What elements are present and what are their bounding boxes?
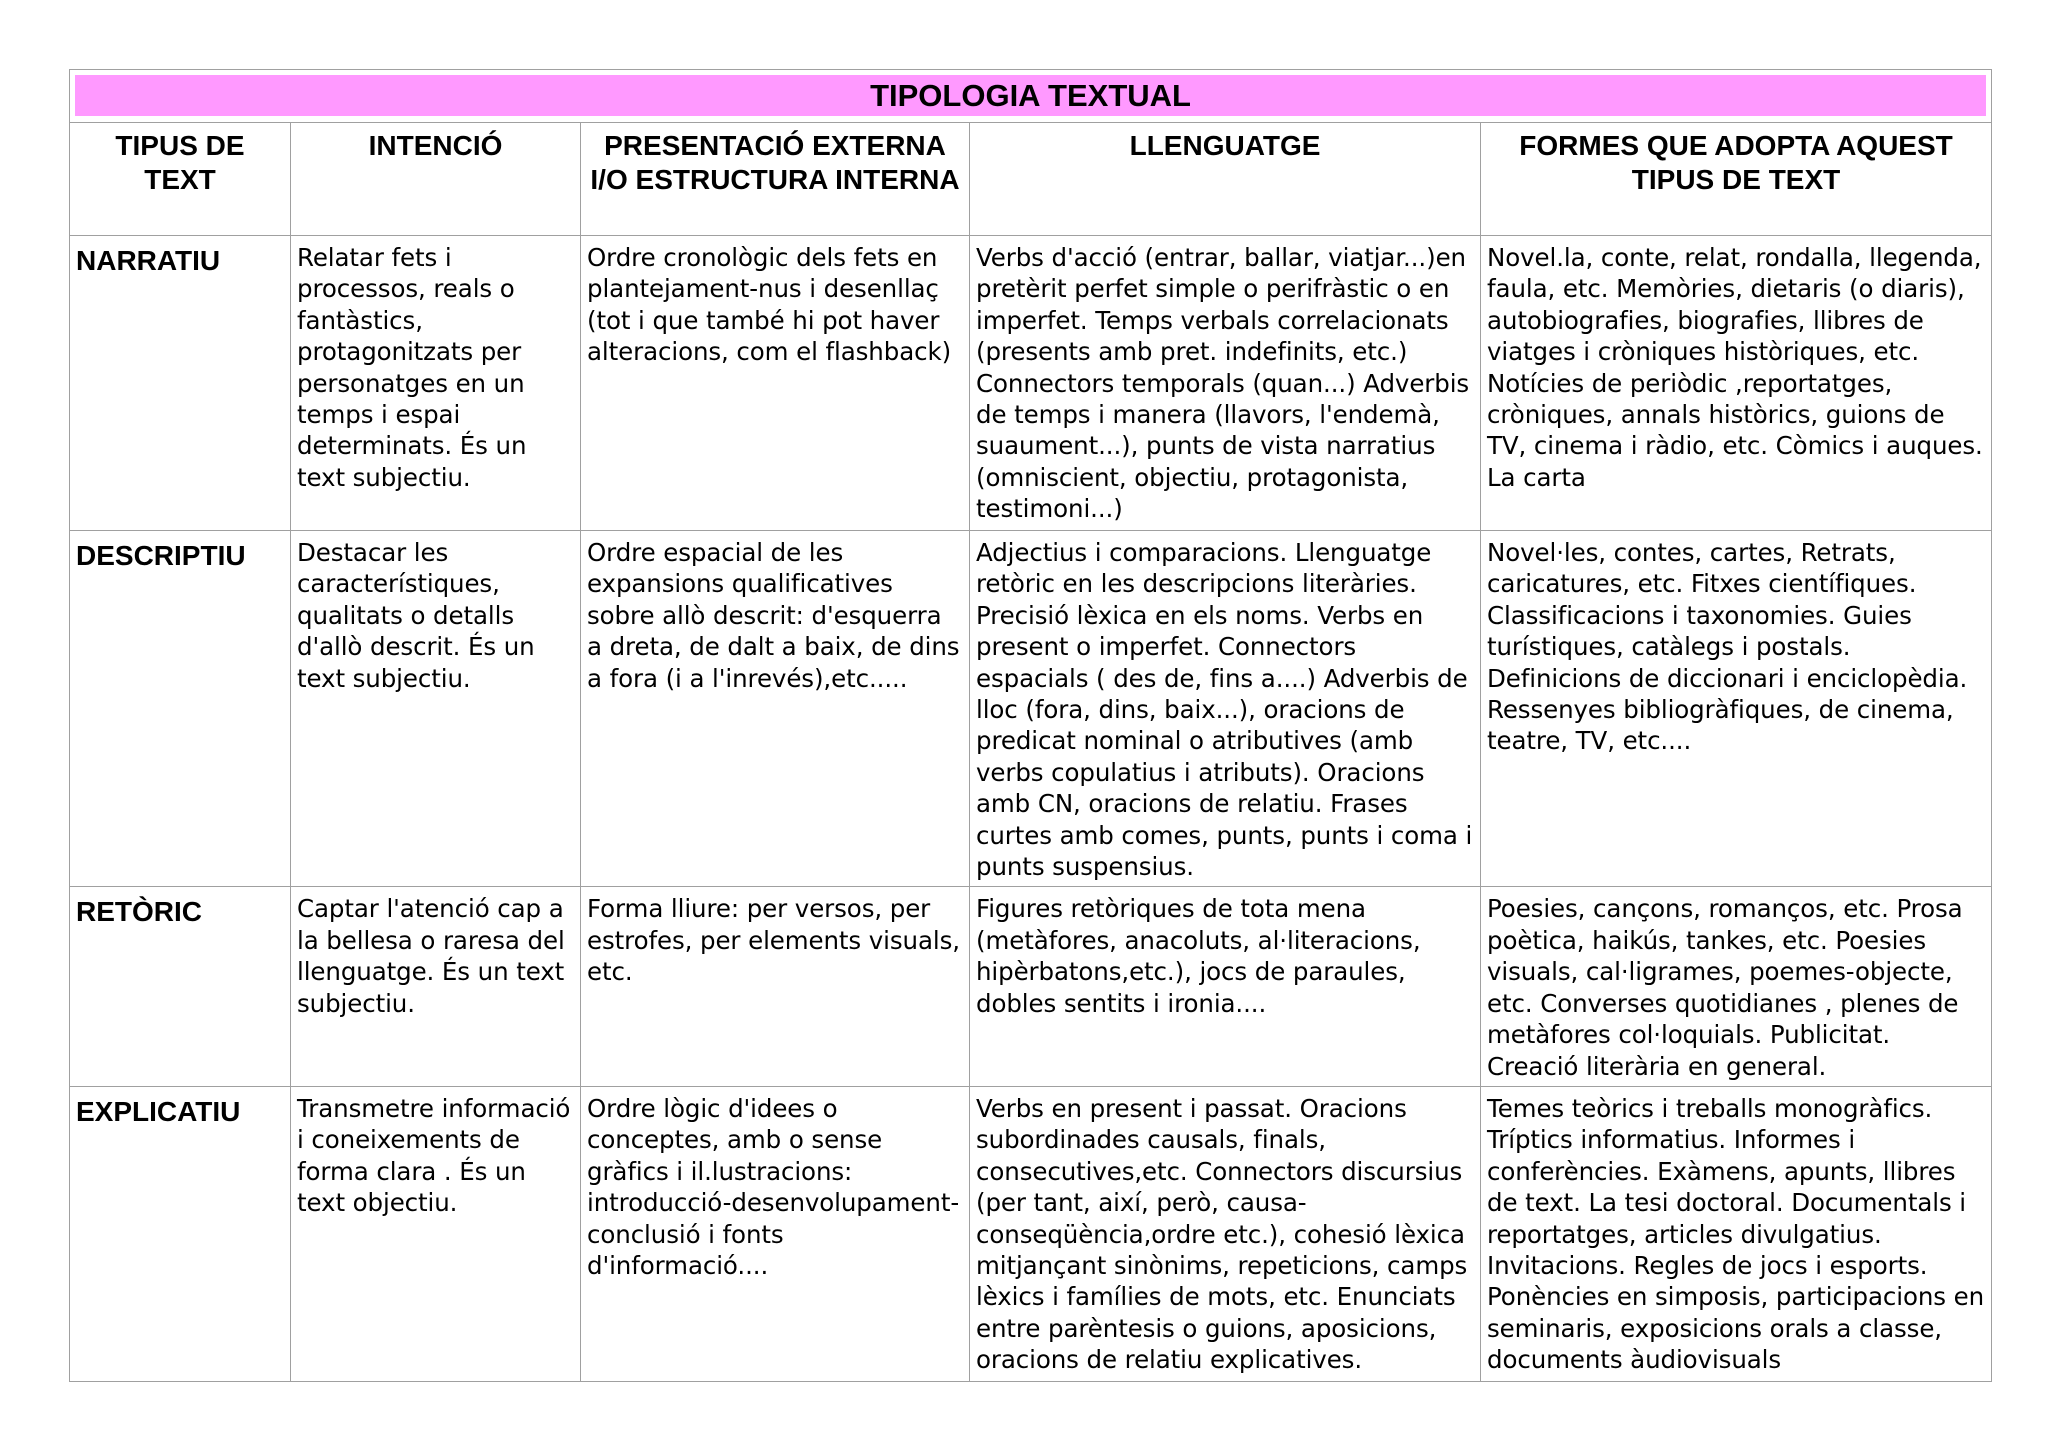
typology-table: [69, 69, 1992, 1382]
header-row: [70, 123, 1992, 236]
presentacio-cell: Forma lliure: per versos, per estrofes, per elements visuals, etc.: [581, 887, 970, 1086]
table-row-narratiu: [70, 236, 1992, 531]
llenguatge-cell: Verbs en present i passat. Oracions subordinades causals, finals, consecutives,etc. Connectors discursius (per tant, així, però, causa-conseqüència,ordre etc.), cohesió lèxica mitjançant sinònims, repeticions, camps lèxics i famílies de mots, etc. Enunciats entre parèntesis o guions, aposicions, oracions de relatiu explicatives.: [970, 1086, 1481, 1381]
presentacio-cell: Ordre lògic d'idees o conceptes, amb o sense gràfics i il.lustracions: introducció-desenvolupament-conclusió i fonts d'informació....: [581, 1086, 970, 1381]
llenguatge-cell: Verbs d'acció (entrar, ballar, viatjar...)en pretèrit perfet simple o perifràstic o en imperfet. Temps verbals correlacionats (presents amb pret. indefinits, etc.) Connectors temporals (quan...) Adverbis de temps i manera (llavors, l'endemà, suaument...), punts de vista narratius (omniscient, objectiu, protagonista, testimoni...): [970, 236, 1481, 531]
intencio-cell: Destacar les característiques, qualitats o detalls d'allò descrit. És un text subjectiu.: [291, 531, 581, 887]
type-cell: NARRATIU: [70, 236, 291, 531]
formes-cell: Temes teòrics i treballs monogràfics. Tríptics informatius. Informes i conferències. Exàmens, apunts, llibres de text. La tesi doctoral. Documentals i reportatges, articles divulgatius. Invitacions. Regles de jocs i esports. Ponències en simposis, participacions en seminaris, exposicions orals a classe, documents àudiovisuals: [1481, 1086, 1992, 1381]
page-title: TIPOLOGIA TEXTUAL: [75, 75, 1986, 116]
table-row-descriptiu: [70, 531, 1992, 887]
title-row: [70, 70, 1992, 123]
header-intencio: INTENCIÓ: [291, 123, 581, 236]
type-cell: DESCRIPTIU: [70, 531, 291, 887]
intencio-cell: Captar l'atenció cap a la bellesa o raresa del llenguatge. És un text subjectiu.: [291, 887, 581, 1086]
presentacio-cell: Ordre cronològic dels fets en plantejament-nus i desenllaç (tot i que també hi pot haver alteracions, com el flashback): [581, 236, 970, 531]
header-presentacio: PRESENTACIÓ EXTERNA I/O ESTRUCTURA INTERNA: [581, 123, 970, 236]
header-formes: FORMES QUE ADOPTA AQUEST TIPUS DE TEXT: [1481, 123, 1992, 236]
header-tipus: TIPUS DE TEXT: [70, 123, 291, 236]
type-cell: RETÒRIC: [70, 887, 291, 1086]
type-cell: EXPLICATIU: [70, 1086, 291, 1381]
formes-cell: Novel·les, contes, cartes, Retrats, caricatures, etc. Fitxes científiques. Classificacions i taxonomies. Guies turístiques, catàlegs i postals. Definicions de diccionari i enciclopèdia. Ressenyes bibliogràfiques, de cinema, teatre, TV, etc....: [1481, 531, 1992, 887]
llenguatge-cell: Adjectius i comparacions. Llenguatge retòric en les descripcions literàries. Precisió lèxica en els noms. Verbs en present o imperfet. Connectors espacials ( des de, fins a....) Adverbis de lloc (fora, dins, baix...), oracions de predicat nominal o atributives (amb verbs copulatius i atributs). Oracions amb CN, oracions de relatiu. Frases curtes amb comes, punts, punts i coma i punts suspensius.: [970, 531, 1481, 887]
intencio-cell: Relatar fets i processos, reals o fantàstics, protagonitzats per personatges en un temps i espai determinats. És un text subjectiu.: [291, 236, 581, 531]
presentacio-cell: Ordre espacial de les expansions qualificatives sobre allò descrit: d'esquerra a dreta, de dalt a baix, de dins a fora (i a l'inrevés),etc.....: [581, 531, 970, 887]
intencio-cell: Transmetre informació i coneixements de forma clara . És un text objectiu.: [291, 1086, 581, 1381]
title-cell: [70, 70, 1992, 123]
formes-cell: Poesies, cançons, romanços, etc. Prosa poètica, haikús, tankes, etc. Poesies visuals, cal·ligrames, poemes-objecte, etc. Converses quotidianes , plenes de metàfores col·loquials. Publicitat. Creació literària en general.: [1481, 887, 1992, 1086]
formes-cell: Novel.la, conte, relat, rondalla, llegenda, faula, etc. Memòries, dietaris (o diaris), autobiografies, biografies, llibres de viatges i cròniques històriques, etc. Notícies de periòdic ,reportatges, cròniques, annals històrics, guions de TV, cinema i ràdio, etc. Còmics i auques. La carta: [1481, 236, 1992, 531]
table-row-explicatiu: [70, 1086, 1992, 1381]
header-llenguatge: LLENGUATGE: [970, 123, 1481, 236]
llenguatge-cell: Figures retòriques de tota mena (metàfores, anacoluts, al·literacions, hipèrbatons,etc.), jocs de paraules, dobles sentits i ironia....: [970, 887, 1481, 1086]
table-row-retoric: [70, 887, 1992, 1086]
